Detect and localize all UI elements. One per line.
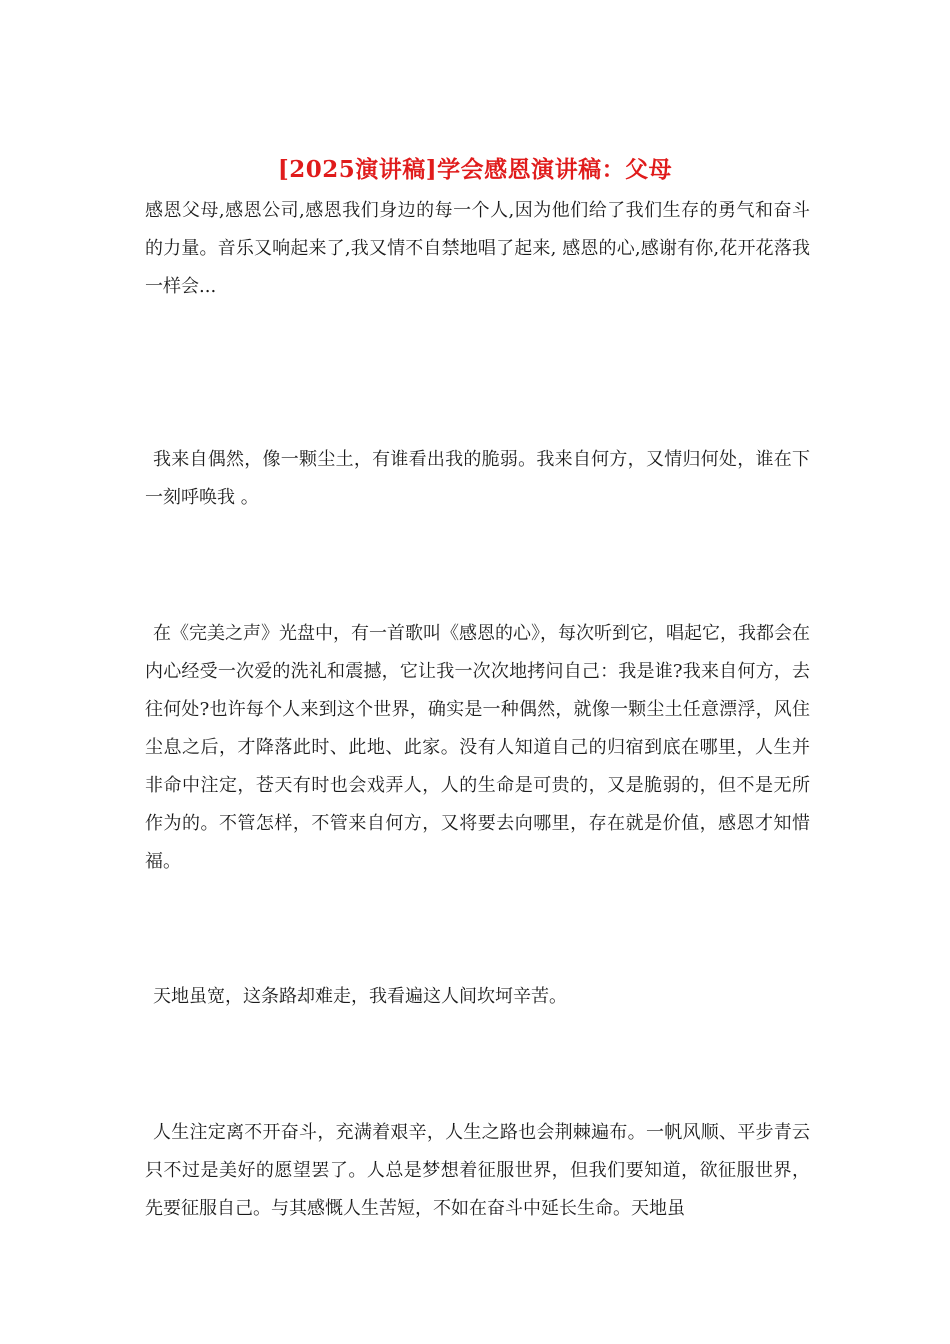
paragraph-lyrics: 我来自偶然，像一颗尘土，有谁看出我的脆弱。我来自何方，又情归何处，谁在下一刻呼唤我 。 (145, 449, 810, 508)
paragraph-song-reflection: 在《完美之声》光盘中，有一首歌叫《感恩的心》，每次听到它，唱起它，我都会在内心经受一次爱的洗礼和震撼，它让我一次次地拷问自己：我是谁?我来自何方，去往何处?也许每个人来到这个世界，确实是一种偶然，就像一颗尘土任意漂浮，风住尘息之后，才降落此时、此地、此家。没有人知道自己的归宿到底在哪里，人生并非命中注定，苍天有时也会戏弄人，人的生命是可贵的，又是脆弱的，但不是无所作为的。不管怎样，不管来自何方，又将要去向哪里，存在就是价值，感恩才知惜福。 (145, 623, 810, 872)
paragraph-intro: 感恩父母,感恩公司,感恩我们身边的每一个人,因为他们给了我们生存的勇气和奋斗的力量。音乐又响起来了,我又情不自禁地唱了起来, 感恩的心,感谢有你,花开花落我一样会... (145, 200, 810, 297)
paragraph-lyrics-2: 天地虽宽，这条路却难走，我看遍这人间坎坷辛苦。 (153, 986, 567, 1007)
paragraph-struggle: 人生注定离不开奋斗，充满着艰辛，人生之路也会荆棘遍布。一帆风顺、平步青云只不过是美好的愿望罢了。人总是梦想着征服世界，但我们要知道，欲征服世界，先要征服自己。与其感慨人生苦短，不如在奋斗中延长生命。天地虽 (145, 1122, 810, 1219)
document-title: [2025演讲稿]学会感恩演讲稿：父母 (277, 156, 673, 183)
